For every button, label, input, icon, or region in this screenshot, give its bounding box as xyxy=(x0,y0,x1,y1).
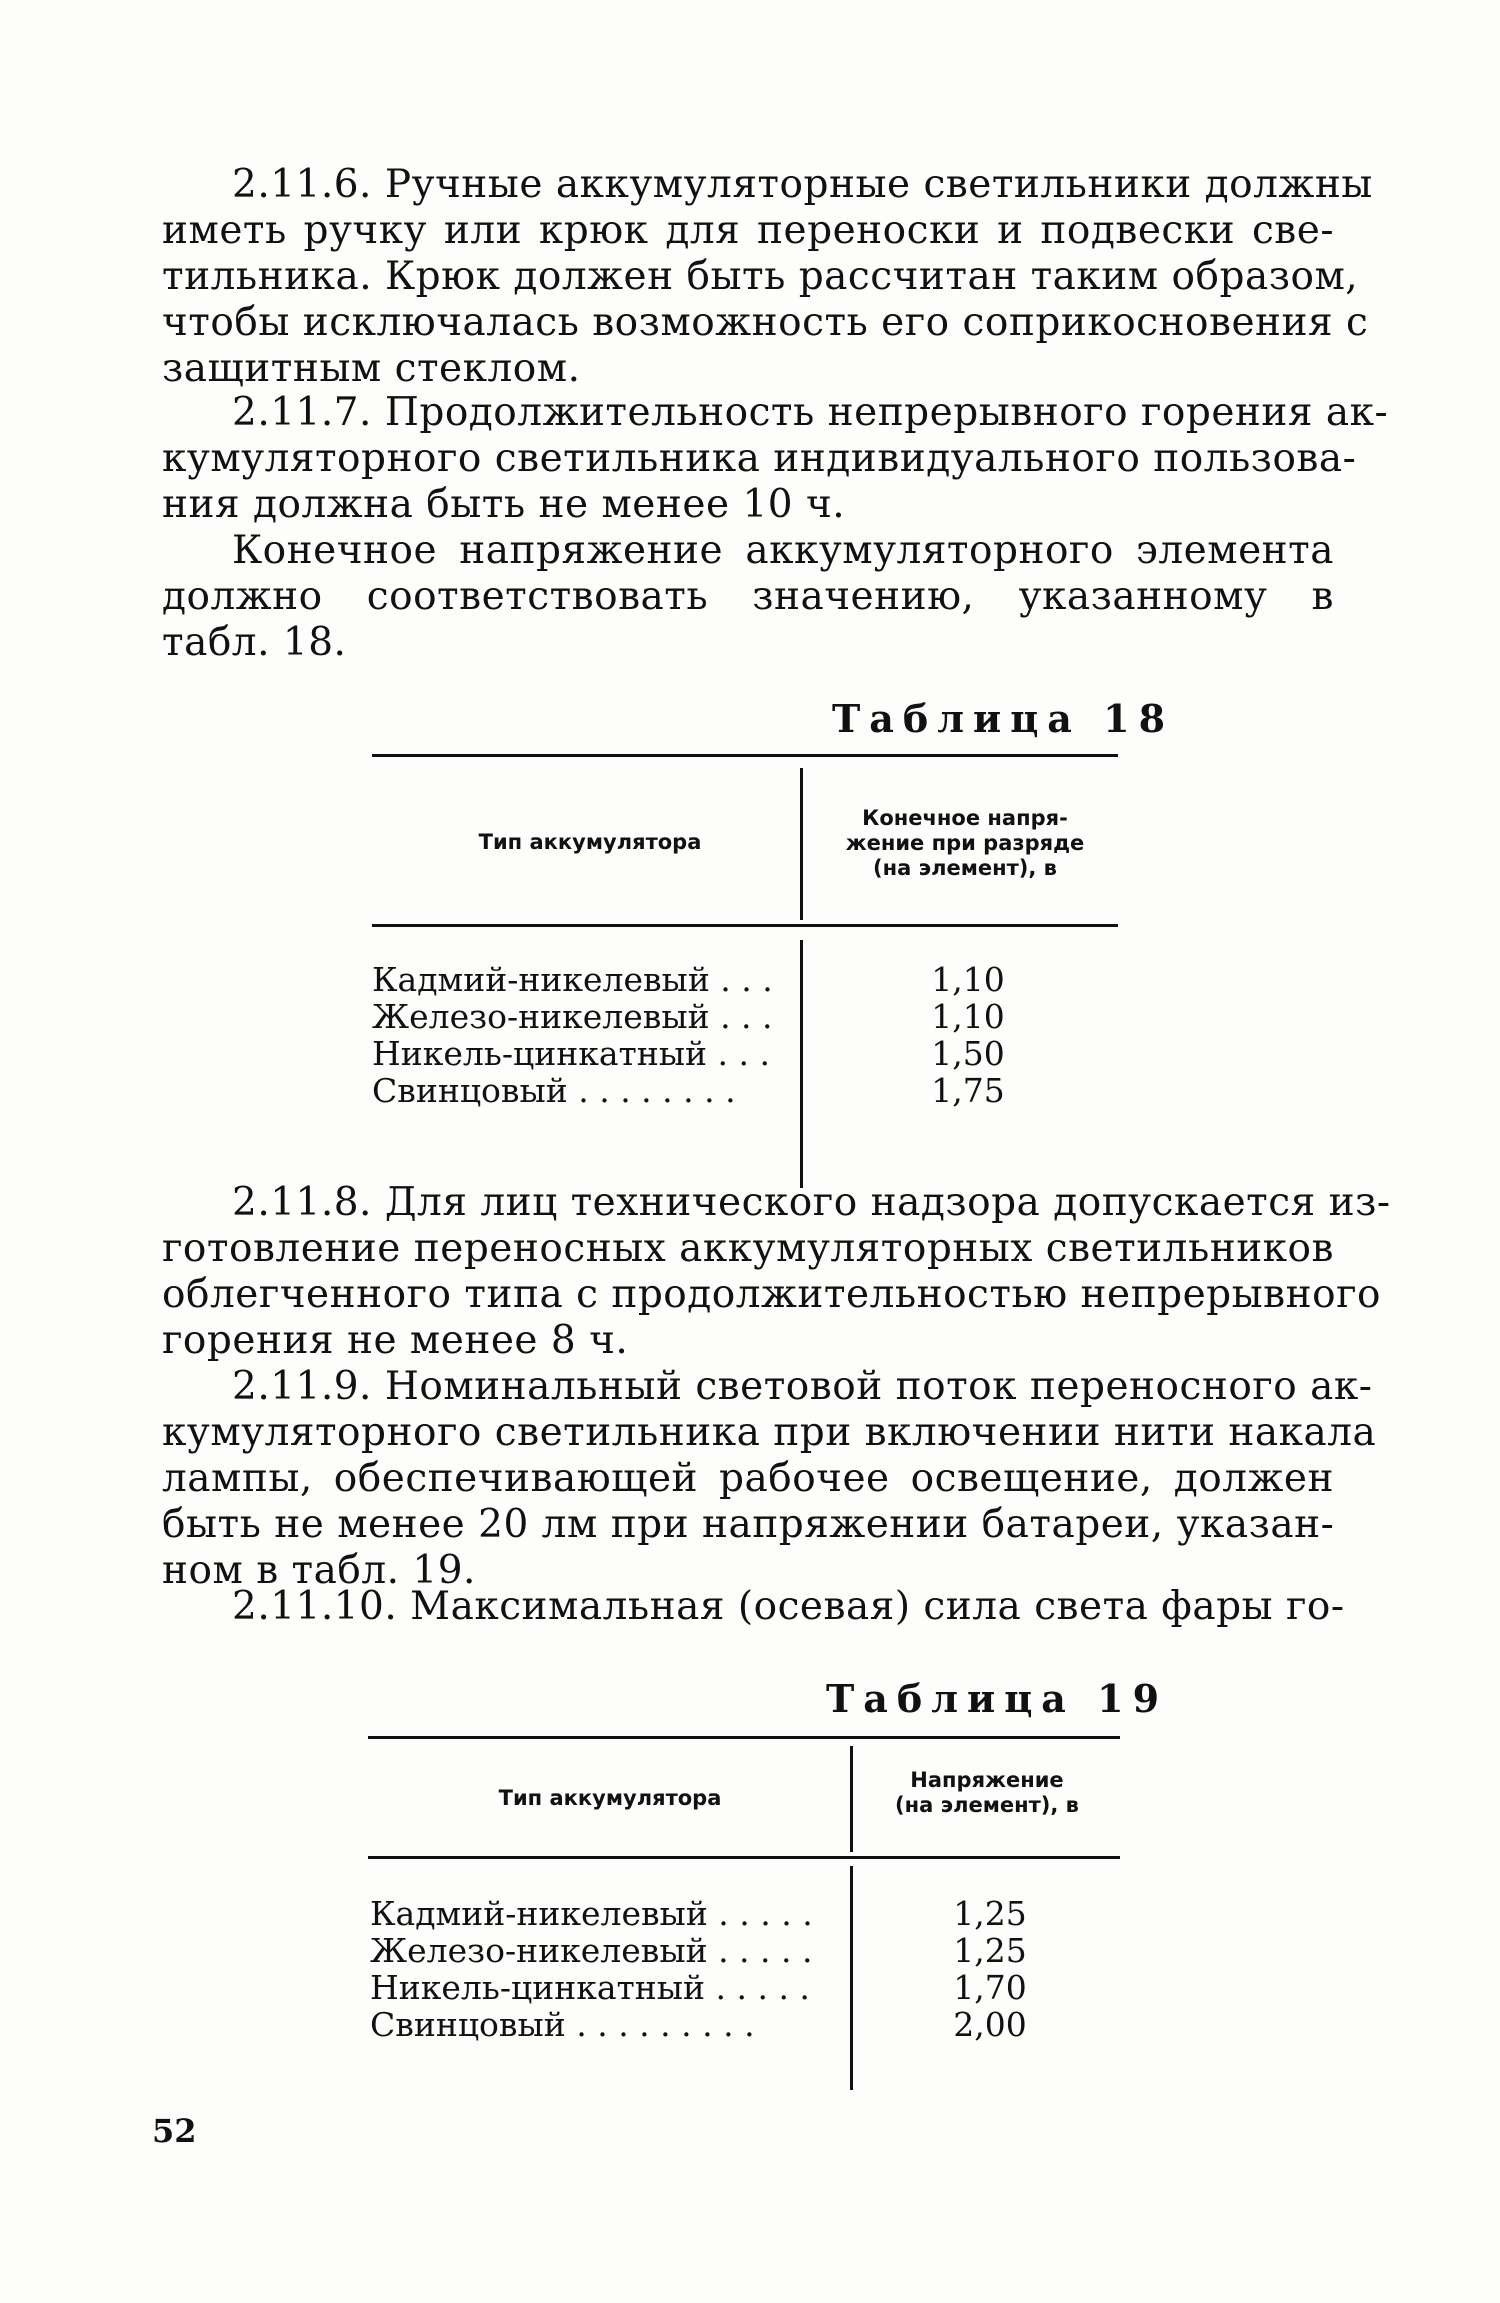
table-row-name: Железо-никелевый . . . . . xyxy=(370,1931,813,1970)
text-line: 2.11.7. Продолжительность непрерывного горения ак- xyxy=(232,390,1389,435)
text-line: 2.11.6. Ручные аккумуляторные светильники должны xyxy=(232,162,1373,207)
text-line: ном в табл. 19. xyxy=(162,1548,476,1593)
text-line: чтобы исключалась возможность его соприкосновения с xyxy=(162,300,1369,345)
text-line: кумуляторного светильника индивидуального пользова- xyxy=(162,436,1357,481)
table-19-col2-header xyxy=(862,1768,1112,1818)
table-row-value: 1,25 xyxy=(953,1894,1027,1933)
header-line: (на элемент), в xyxy=(895,1793,1079,1817)
table-row-value: 1,10 xyxy=(931,960,1005,999)
table-row-value: 1,25 xyxy=(953,1931,1027,1970)
text-line: горения не менее 8 ч. xyxy=(162,1318,629,1363)
paragraph-2-11-8 xyxy=(162,1180,1391,1364)
text-line: лампы, обеспечивающей рабочее освещение, должен xyxy=(162,1456,1334,1501)
table-19-top-rule xyxy=(368,1736,1120,1739)
table-row-name: Железо-никелевый . . . xyxy=(372,997,773,1036)
paragraph-2-11-10 xyxy=(162,1584,1345,1630)
header-line: Конечное напря- xyxy=(862,806,1068,830)
text-line: Конечное напряжение аккумуляторного элемента xyxy=(232,528,1334,573)
text-line: должно соответствовать значению, указанному в xyxy=(162,574,1334,619)
text-line: быть не менее 20 лм при напряжении батареи, указан- xyxy=(162,1502,1335,1547)
paragraph-final-voltage xyxy=(162,528,1334,666)
text-line: кумуляторного светильника при включении нити накала xyxy=(162,1410,1377,1455)
table-18-body-divider xyxy=(800,940,803,1188)
table-18-col1-header: Тип аккумулятора xyxy=(478,830,702,854)
text-line: тильника. Крюк должен быть рассчитан таким образом, xyxy=(162,254,1359,299)
header-line: (на элемент), в xyxy=(873,856,1057,880)
text-line: 2.11.9. Номинальный световой поток переносного ак- xyxy=(232,1364,1373,1409)
table-row-name: Свинцовый . . . . . . . . xyxy=(372,1071,736,1110)
table-19-caption: Таблица 19 xyxy=(826,1676,1169,1721)
table-row-value: 1,10 xyxy=(931,997,1005,1036)
table-row-value: 1,75 xyxy=(931,1071,1005,1110)
table-18-col2-header xyxy=(820,806,1110,881)
header-line: жение при разряде xyxy=(845,831,1085,855)
table-18-header-divider xyxy=(800,768,803,920)
table-18-header-rule xyxy=(372,924,1118,927)
table-row-value: 1,50 xyxy=(931,1034,1005,1073)
table-19-header-divider xyxy=(850,1746,853,1852)
paragraph-2-11-9 xyxy=(162,1364,1377,1594)
table-row-name: Кадмий-никелевый . . . . . xyxy=(370,1894,813,1933)
text-line: 2.11.8. Для лиц технического надзора допускается из- xyxy=(232,1180,1391,1225)
table-row-value: 1,70 xyxy=(953,1968,1027,2007)
paragraph-2-11-7 xyxy=(162,390,1389,528)
text-line: 2.11.10. Максимальная (осевая) сила света фары го- xyxy=(232,1584,1345,1629)
table-19-header-rule xyxy=(368,1856,1120,1859)
text-line: иметь ручку или крюк для переноски и подвески све- xyxy=(162,208,1334,253)
paragraph-2-11-6 xyxy=(162,162,1373,392)
table-18-caption: Таблица 18 xyxy=(832,696,1175,741)
table-18-top-rule xyxy=(372,754,1118,757)
text-line: готовление переносных аккумуляторных светильников xyxy=(162,1226,1334,1271)
table-row-value: 2,00 xyxy=(953,2005,1027,2044)
text-line: табл. 18. xyxy=(162,620,347,665)
text-line: защитным стеклом. xyxy=(162,346,581,391)
table-row-name: Свинцовый . . . . . . . . . xyxy=(370,2005,755,2044)
header-line: Напряжение xyxy=(910,1768,1064,1792)
table-row-name: Никель-цинкатный . . . xyxy=(372,1034,770,1073)
table-row-name: Никель-цинкатный . . . . . xyxy=(370,1968,810,2007)
table-19-body-divider xyxy=(850,1866,853,2090)
text-line: облегченного типа с продолжительностью непрерывного xyxy=(162,1272,1382,1317)
table-19-col1-header: Тип аккумулятора xyxy=(498,1786,722,1810)
text-line: ния должна быть не менее 10 ч. xyxy=(162,482,846,527)
table-row-name: Кадмий-никелевый . . . xyxy=(372,960,773,999)
page-number: 52 xyxy=(152,2112,197,2150)
